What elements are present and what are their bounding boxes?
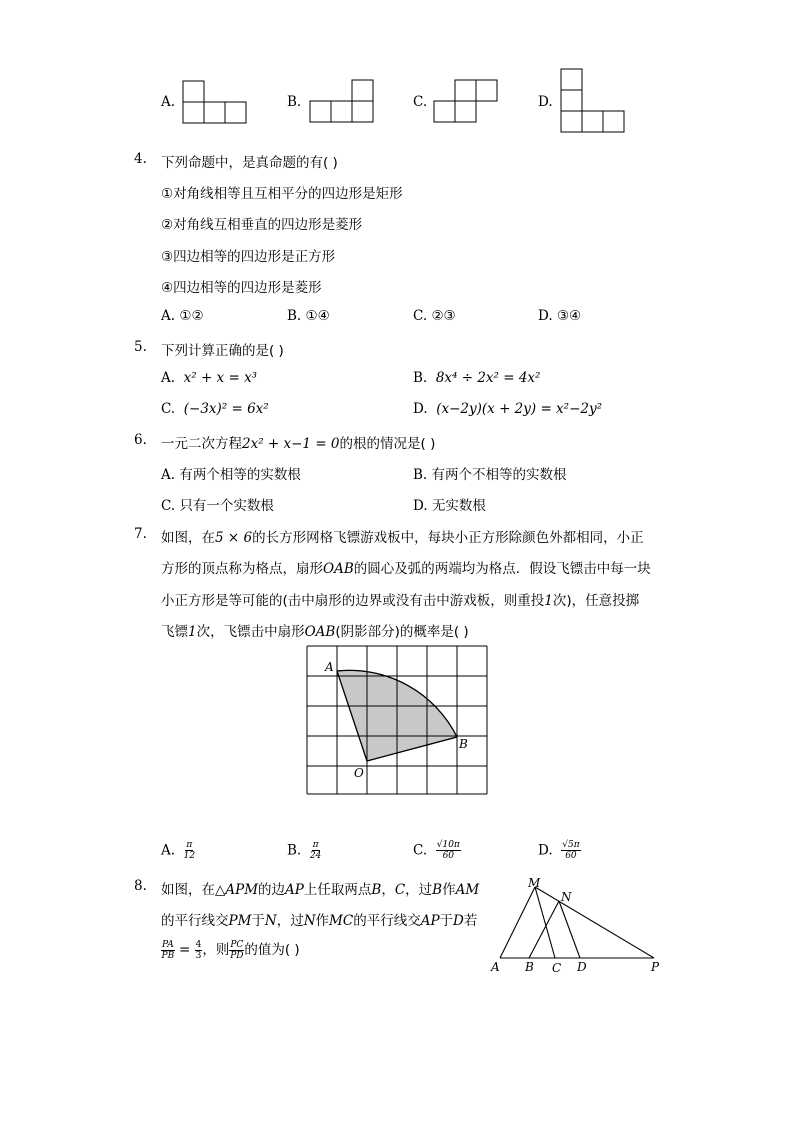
q4-option-c-text: ②③ — [431, 308, 456, 324]
q8-segment-am — [500, 887, 535, 958]
q6-option-d-label: D. — [413, 498, 428, 514]
q5-option-d-label: D. — [413, 401, 428, 417]
q8-segment-mp — [535, 887, 654, 958]
q5-stem: 下列计算正确的是( ) — [161, 343, 284, 359]
q7-label-b: B — [459, 737, 468, 751]
q7-option-d[interactable] — [538, 840, 581, 861]
q6-option-d-text: 无实数根 — [431, 498, 486, 514]
q8-label-n: N — [561, 890, 572, 904]
q5-option-c-label: C. — [161, 401, 176, 417]
q5-option-b-label: B. — [413, 370, 428, 386]
q6-option-b-text: 有两个不相等的实数根 — [431, 467, 567, 483]
q7-option-d-fraction: $\frac{√5\pi}{60}$ — [562, 840, 580, 861]
q5-option-c[interactable] — [161, 401, 269, 417]
q6-equation: 2x² + x−1 = 0 — [242, 436, 340, 452]
q8-ratio-pa-pb: $\frac{PA}{PB}$ — [161, 939, 175, 961]
q7-line-2: 方形的顶点称为格点，扇形OAB的圆心及弧的两端均为格点．假设飞镖击中每一块 — [161, 561, 651, 577]
q8-label-p: P — [651, 960, 660, 974]
q4-option-d-text: ③④ — [556, 308, 582, 324]
q4-option-b[interactable] — [287, 308, 330, 324]
q5-option-d-math: (x−2y)(x + 2y) = x²−2y² — [436, 401, 603, 417]
q8-ratio-pc-pd: $\frac{PC}{PD}$ — [230, 939, 244, 961]
q7-line-1: 如图，在5 × 6的长方形网格飞镖游戏板中，每块小正方形除颜色外都相同，小正 — [161, 530, 644, 546]
q7-option-a[interactable] — [161, 840, 195, 861]
q7-option-b-fraction: $\frac{\pi}{24}$ — [309, 840, 322, 861]
q5-option-d[interactable] — [413, 401, 602, 417]
q6-option-d[interactable] — [413, 494, 486, 514]
q4-stem: 下列命题中，是真命题的有( ) — [161, 155, 338, 171]
q8-label-b: B — [525, 960, 534, 974]
q5-option-b[interactable] — [413, 370, 540, 386]
q6-option-a-text: 有两个相等的实数根 — [179, 467, 301, 483]
q6-option-c-text: 只有一个实数根 — [179, 498, 274, 514]
q3-option-b-net — [309, 79, 377, 123]
q7-option-a-fraction: $\frac{\pi}{12}$ — [183, 840, 196, 861]
q7-option-a-label: A. — [161, 842, 176, 859]
q6-option-b[interactable] — [413, 463, 567, 483]
q4-item-1: ①对角线相等且互相平分的四边形是矩形 — [161, 186, 403, 202]
q7-option-c-fraction: $\frac{√10\pi}{60}$ — [436, 840, 460, 861]
q8-triangle-figure — [488, 873, 668, 978]
q5-option-a-math: x² + x = x³ — [183, 370, 258, 386]
q4-option-c-label: C. — [413, 308, 428, 324]
q8-label-a: A — [491, 960, 500, 974]
q8-line-3: $\frac{PA}{PB}$ = $\frac{4}{3}$ ，则 $\frac{PC}{PD}$ 的值为( ) — [161, 939, 300, 961]
q3-option-a-label: A. — [161, 94, 176, 110]
q5-option-a-label: A. — [161, 370, 176, 386]
q4-option-a[interactable] — [161, 308, 204, 324]
q6-option-b-label: B. — [413, 467, 428, 483]
q6-option-a-label: A. — [161, 467, 176, 483]
q8-segment-bn — [529, 901, 559, 958]
q3-option-a-net — [182, 80, 250, 124]
q6-stem: 一元二次方程2x² + x−1 = 0的根的情况是( ) — [161, 436, 436, 452]
q3-option-d-net — [560, 68, 628, 136]
q6-option-a[interactable] — [161, 463, 301, 483]
q7-grid — [307, 646, 487, 794]
q7-option-d-label: D. — [538, 842, 553, 859]
q8-ratio-4-3: $\frac{4}{3}$ — [195, 939, 202, 961]
q4-option-b-text: ①④ — [305, 308, 330, 324]
q7-label-a: A — [325, 660, 334, 674]
q4-item-3: ③四边相等的四边形是正方形 — [161, 249, 336, 265]
q8-label-d: D — [577, 960, 587, 974]
q7-line-3: 小正方形是等可能的(击中扇形的边界或没有击中游戏板，则重投1次)，任意投掷 — [161, 593, 640, 609]
q4-option-d[interactable] — [538, 308, 581, 324]
q4-number: 4. — [134, 151, 147, 167]
q4-item-4: ④四边相等的四边形是菱形 — [161, 280, 322, 296]
q8-label-c: C — [552, 961, 562, 975]
q5-option-c-math: (−3x)² = 6x² — [183, 401, 269, 417]
q5-number: 5. — [134, 339, 147, 355]
q3-option-d-label: D. — [538, 94, 553, 110]
q5-option-b-math: 8x⁴ ÷ 2x² = 4x² — [435, 370, 541, 386]
q7-option-b-label: B. — [287, 842, 302, 859]
q3-option-b-label: B. — [287, 94, 302, 110]
q8-segment-nd — [559, 901, 580, 958]
q7-label-o: O — [354, 766, 364, 780]
q3-option-c-label: C. — [413, 94, 428, 110]
q4-option-b-label: B. — [287, 308, 302, 324]
q4-option-c[interactable] — [413, 308, 456, 324]
q4-option-a-label: A. — [161, 308, 176, 324]
q4-option-a-text: ①② — [179, 308, 204, 324]
q7-line-4: 飞镖1次，飞镖击中扇形OAB(阴影部分)的概率是( ) — [161, 624, 469, 640]
q7-option-c-label: C. — [413, 842, 428, 859]
q6-number: 6. — [134, 432, 147, 448]
q8-line-1: 如图，在△APM的边AP上任取两点B，C，过B作AM — [161, 882, 480, 898]
q8-label-m: M — [528, 876, 541, 890]
q3-option-c-net — [433, 79, 501, 123]
q4-item-2: ②对角线互相垂直的四边形是菱形 — [161, 217, 363, 233]
q8-line-2: 的平行线交PM于N，过N作MC的平行线交AP于D若 — [161, 913, 478, 929]
q7-number: 7. — [134, 526, 147, 542]
q8-number: 8. — [134, 878, 147, 894]
q7-option-c[interactable] — [413, 840, 461, 861]
q7-dartboard-figure — [300, 640, 500, 800]
q7-option-b[interactable] — [287, 840, 321, 861]
q6-option-c[interactable] — [161, 494, 274, 514]
q4-option-d-label: D. — [538, 308, 553, 324]
q5-option-a[interactable] — [161, 370, 257, 386]
q6-option-c-label: C. — [161, 498, 176, 514]
